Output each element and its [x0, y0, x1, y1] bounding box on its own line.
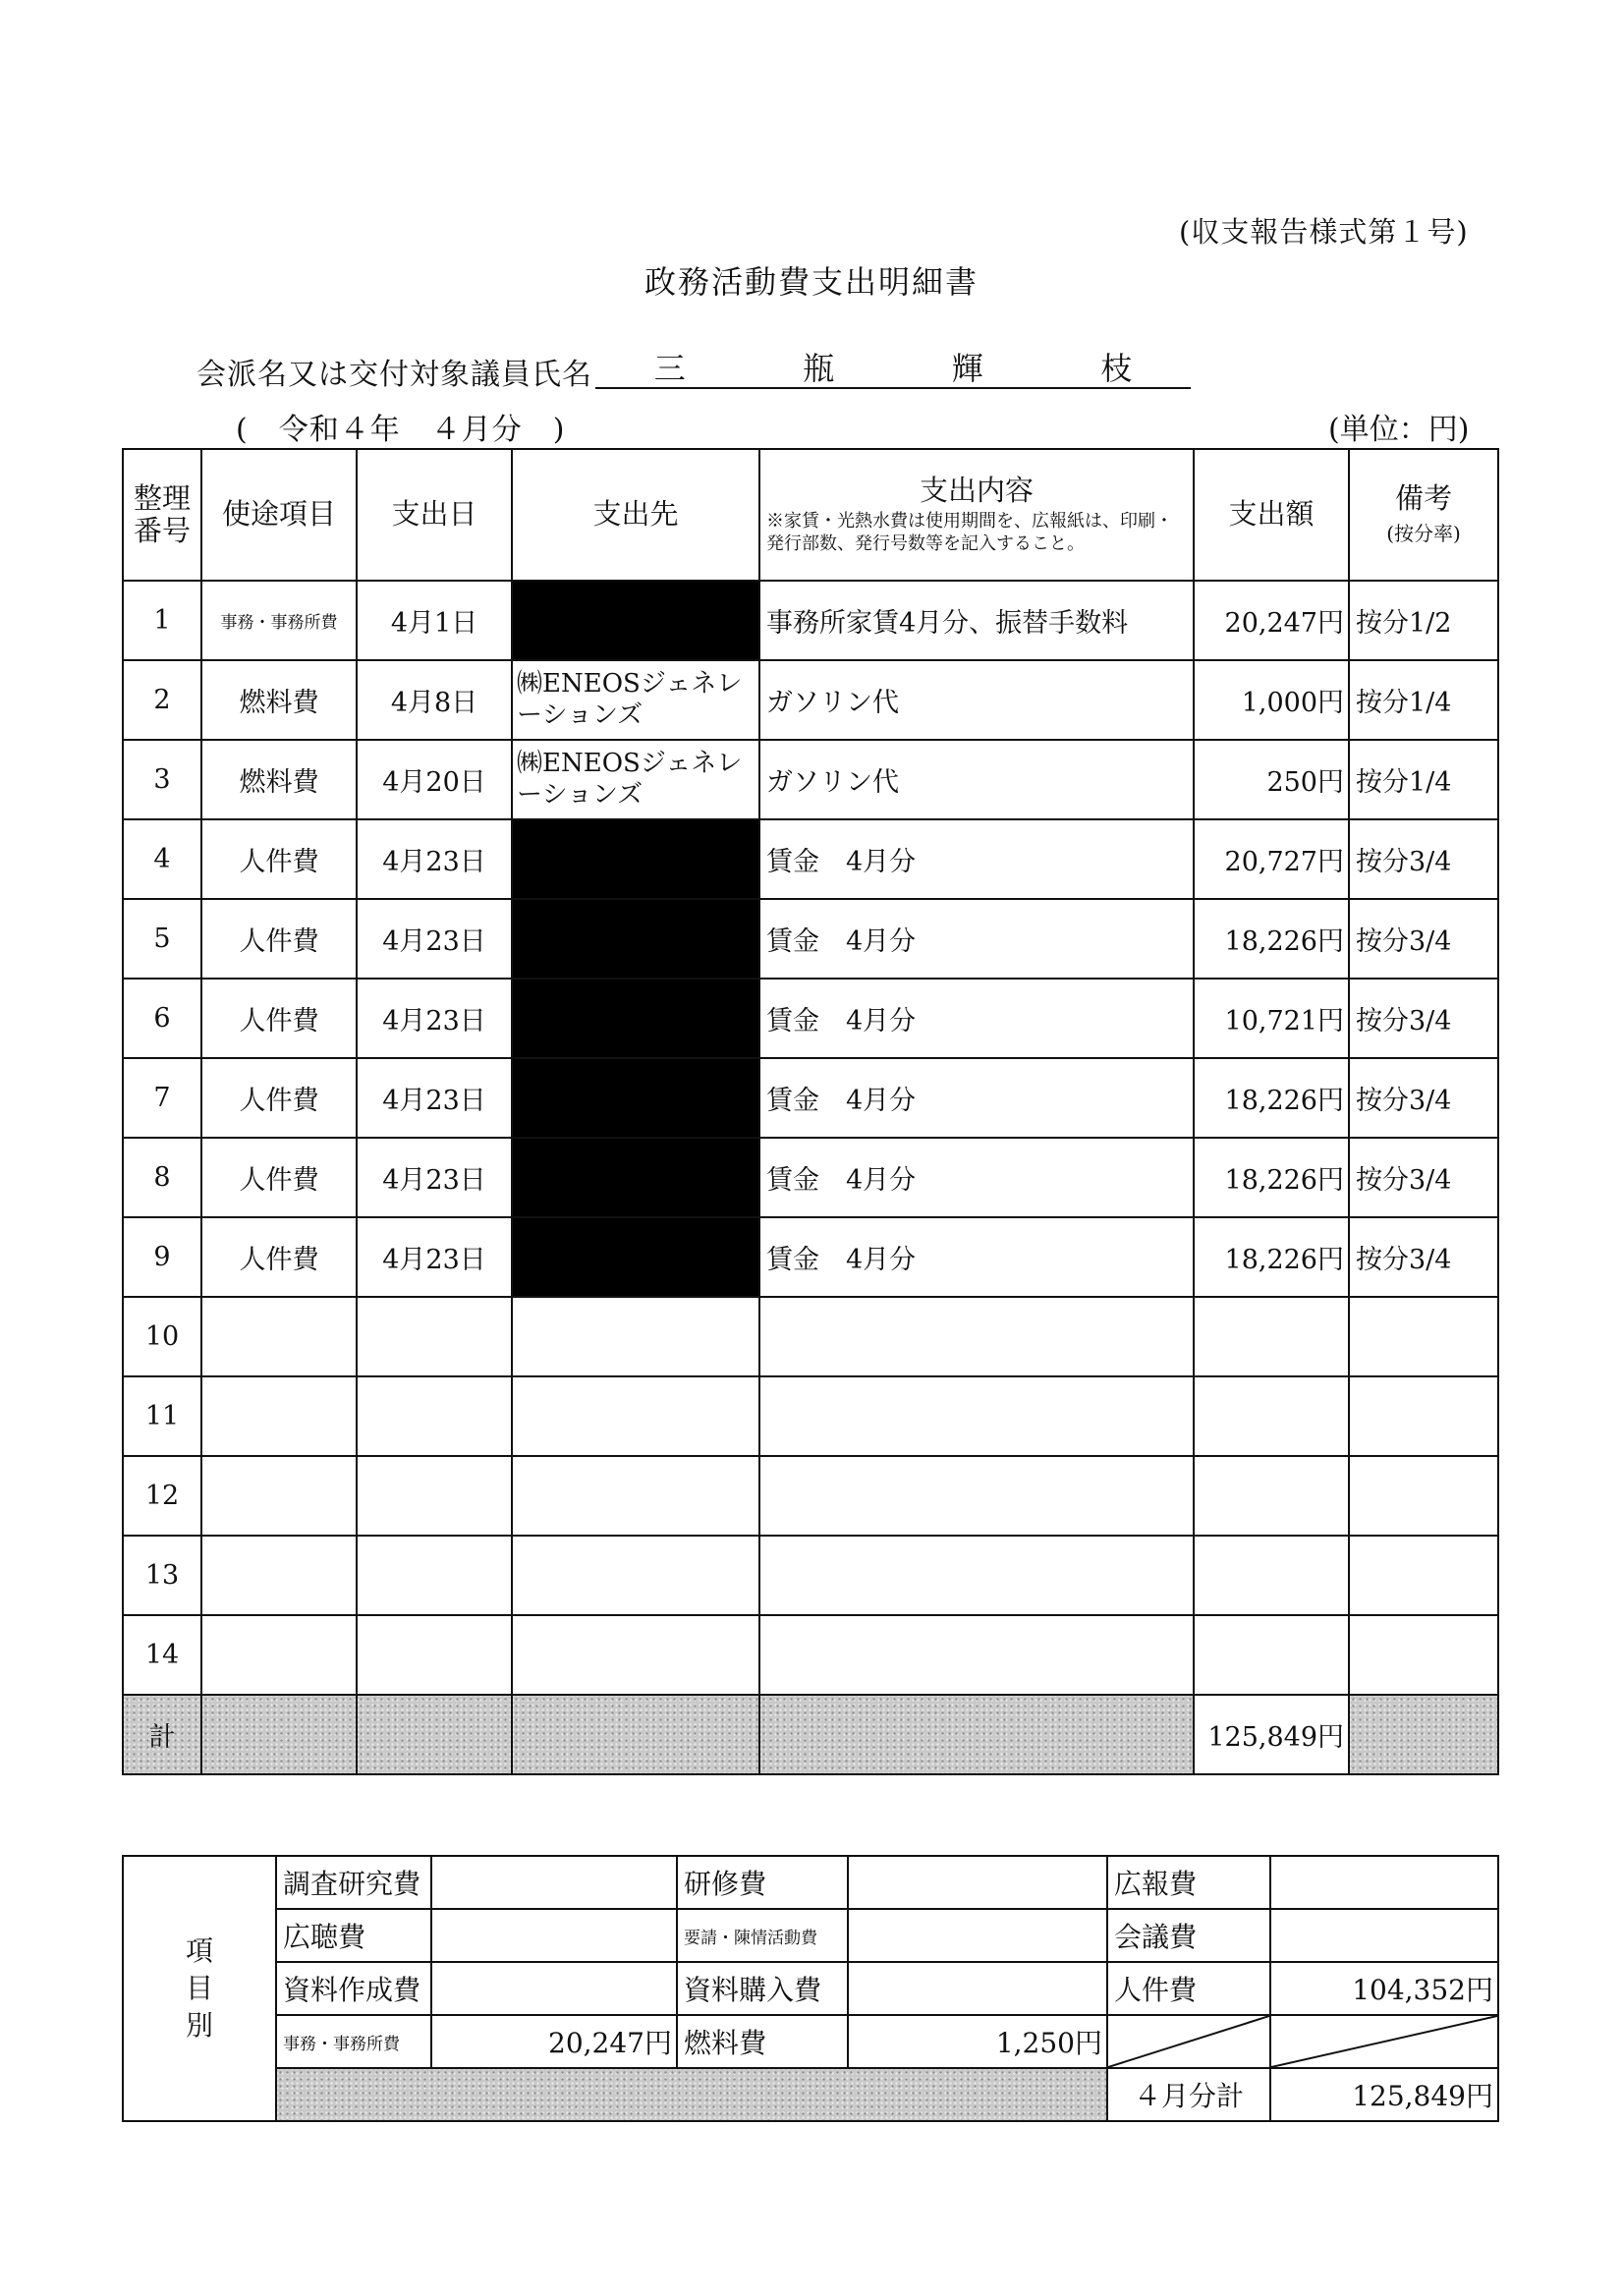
summary-category-label: 人件費	[1107, 1962, 1270, 2015]
header-remarks	[1349, 449, 1498, 581]
table-row	[123, 1058, 1498, 1138]
row-payee	[512, 1297, 759, 1376]
row-remarks: 按分3/4	[1349, 1217, 1498, 1297]
row-date	[357, 1376, 512, 1456]
table-row	[123, 660, 1498, 740]
row-payee	[512, 581, 759, 660]
row-amount: 250円	[1194, 740, 1349, 819]
total-amount: 125,849円	[1194, 1695, 1349, 1774]
row-remarks: 按分3/4	[1349, 979, 1498, 1058]
row-category	[201, 1536, 357, 1615]
row-date	[357, 1536, 512, 1615]
row-category: 人件費	[201, 819, 357, 899]
unit-label: (単位：円)	[1328, 413, 1470, 447]
header-content-note: ※家賃・光熱水費は使用期間を、広報紙は、印刷・発行部数、発行号数等を記入すること。	[766, 511, 1173, 554]
row-remarks: 按分1/4	[1349, 740, 1498, 819]
summary-diagonal-cell	[1270, 2015, 1498, 2068]
table-body	[123, 581, 1498, 1695]
summary-category-value	[431, 1962, 677, 2015]
summary-label-char: 項	[185, 1934, 213, 1968]
row-payee	[512, 1615, 759, 1695]
row-payee	[512, 1138, 759, 1217]
row-date: 4月23日	[357, 1138, 512, 1217]
row-date: 4月1日	[357, 581, 512, 660]
row-payee	[512, 1058, 759, 1138]
table-row	[123, 1615, 1498, 1695]
report-period: ( 令和４年 ４月分 )	[236, 413, 566, 447]
expense-table	[122, 448, 1499, 1775]
row-date: 4月23日	[357, 899, 512, 979]
row-no: 9	[123, 1217, 201, 1297]
table-row	[123, 740, 1498, 819]
row-amount: 18,226円	[1194, 899, 1349, 979]
total-shaded-cell	[201, 1695, 357, 1774]
summary-category-label: 広報費	[1107, 1856, 1270, 1909]
row-payee	[512, 819, 759, 899]
summary-label	[123, 1856, 276, 2121]
table-header-row	[123, 449, 1498, 581]
summary-category-label: 広聴費	[276, 1909, 431, 1962]
row-content	[759, 1536, 1194, 1615]
summary-category-label: 要請・陳情活動費	[677, 1909, 848, 1962]
summary-label-char: 別	[185, 2008, 213, 2042]
month-total-label: ４月分計	[1107, 2068, 1270, 2121]
row-amount	[1194, 1456, 1349, 1536]
row-payee	[512, 1536, 759, 1615]
row-payee: ㈱ENEOSジェネレーションズ	[512, 740, 759, 819]
row-remarks: 按分3/4	[1349, 819, 1498, 899]
table-row	[123, 1297, 1498, 1376]
summary-body	[123, 1856, 1498, 2121]
summary-category-label: 事務・事務所費	[276, 2015, 431, 2068]
row-content: 賃金 4月分	[759, 819, 1194, 899]
row-date: 4月23日	[357, 819, 512, 899]
row-no: 7	[123, 1058, 201, 1138]
row-amount	[1194, 1376, 1349, 1456]
summary-diagonal-cell	[1107, 2015, 1270, 2068]
header-content	[759, 449, 1194, 581]
row-content	[759, 1297, 1194, 1376]
category-summary-table	[122, 1855, 1499, 2122]
row-amount	[1194, 1615, 1349, 1695]
row-no: 13	[123, 1536, 201, 1615]
row-category: 人件費	[201, 1217, 357, 1297]
row-content: 賃金 4月分	[759, 1058, 1194, 1138]
row-amount: 1,000円	[1194, 660, 1349, 740]
row-amount: 20,247円	[1194, 581, 1349, 660]
header-no: 整理番号	[123, 449, 201, 581]
row-amount: 20,727円	[1194, 819, 1349, 899]
row-remarks: 按分1/4	[1349, 660, 1498, 740]
row-amount	[1194, 1536, 1349, 1615]
row-amount: 18,226円	[1194, 1058, 1349, 1138]
row-remarks	[1349, 1297, 1498, 1376]
table-row	[123, 1138, 1498, 1217]
row-amount: 10,721円	[1194, 979, 1349, 1058]
member-name-char: 輝	[951, 350, 983, 387]
total-shaded-cell	[357, 1695, 512, 1774]
summary-category-label: 会議費	[1107, 1909, 1270, 1962]
table-row	[123, 1536, 1498, 1615]
row-date	[357, 1297, 512, 1376]
row-date: 4月20日	[357, 740, 512, 819]
row-remarks	[1349, 1376, 1498, 1456]
row-amount: 18,226円	[1194, 1217, 1349, 1297]
header-category: 使途項目	[201, 449, 357, 581]
row-no: 8	[123, 1138, 201, 1217]
row-date: 4月23日	[357, 979, 512, 1058]
summary-category-label: 燃料費	[677, 2015, 848, 2068]
row-remarks: 按分3/4	[1349, 1138, 1498, 1217]
total-row	[123, 1695, 1498, 1774]
row-amount	[1194, 1297, 1349, 1376]
row-date	[357, 1615, 512, 1695]
row-content: 賃金 4月分	[759, 1217, 1194, 1297]
summary-category-value	[1270, 1856, 1498, 1909]
row-category	[201, 1456, 357, 1536]
summary-row	[123, 2015, 1498, 2068]
row-category: 燃料費	[201, 660, 357, 740]
summary-category-value	[431, 1856, 677, 1909]
total-shaded-cell	[512, 1695, 759, 1774]
table-row	[123, 581, 1498, 660]
summary-shaded-cell	[276, 2068, 1107, 2121]
row-amount: 18,226円	[1194, 1138, 1349, 1217]
table-row	[123, 1217, 1498, 1297]
row-category: 人件費	[201, 1138, 357, 1217]
summary-category-label: 資料作成費	[276, 1962, 431, 2015]
row-category	[201, 1615, 357, 1695]
summary-category-value	[431, 1909, 677, 1962]
table-row	[123, 899, 1498, 979]
row-content	[759, 1615, 1194, 1695]
row-remarks	[1349, 1456, 1498, 1536]
header-payee: 支出先	[512, 449, 759, 581]
table-row	[123, 819, 1498, 899]
row-no: 12	[123, 1456, 201, 1536]
member-name-char: 枝	[1100, 350, 1133, 387]
row-content	[759, 1376, 1194, 1456]
row-no: 6	[123, 979, 201, 1058]
row-no: 2	[123, 660, 201, 740]
header-remarks-label: 備考	[1394, 480, 1452, 515]
row-category: 燃料費	[201, 740, 357, 819]
summary-category-value	[848, 1856, 1107, 1909]
row-remarks: 按分3/4	[1349, 1058, 1498, 1138]
row-payee	[512, 1376, 759, 1456]
member-name-char: 瓶	[803, 350, 835, 387]
form-number: (収支報告様式第１号)	[1179, 215, 1469, 249]
row-category: 事務・事務所費	[201, 581, 357, 660]
summary-total-row	[123, 2068, 1498, 2121]
row-content: 事務所家賃4月分、振替手数料	[759, 581, 1194, 660]
member-name-char: 三	[653, 350, 686, 387]
summary-category-label: 調査研究費	[276, 1856, 431, 1909]
row-date: 4月8日	[357, 660, 512, 740]
row-content: 賃金 4月分	[759, 1138, 1194, 1217]
row-no: 11	[123, 1376, 201, 1456]
row-category	[201, 1297, 357, 1376]
summary-category-value: 1,250円	[848, 2015, 1107, 2068]
row-date: 4月23日	[357, 1058, 512, 1138]
row-no: 1	[123, 581, 201, 660]
total-shaded-cell	[759, 1695, 1194, 1774]
row-content: ガソリン代	[759, 740, 1194, 819]
row-remarks	[1349, 1615, 1498, 1695]
summary-row	[123, 1909, 1498, 1962]
row-content: ガソリン代	[759, 660, 1194, 740]
header-content-label: 支出内容	[919, 473, 1034, 507]
row-no: 14	[123, 1615, 201, 1695]
row-date	[357, 1456, 512, 1536]
summary-category-label: 研修費	[677, 1856, 848, 1909]
member-label: 会派名又は交付対象議員氏名	[196, 358, 592, 392]
row-category: 人件費	[201, 1058, 357, 1138]
summary-category-value	[848, 1962, 1107, 2015]
row-remarks	[1349, 1536, 1498, 1615]
summary-category-value: 20,247円	[431, 2015, 677, 2068]
table-row	[123, 1376, 1498, 1456]
page-title: 政務活動費支出明細書	[644, 263, 979, 301]
summary-category-value	[848, 1909, 1107, 1962]
row-no: 5	[123, 899, 201, 979]
summary-row	[123, 1962, 1498, 2015]
row-remarks: 按分3/4	[1349, 899, 1498, 979]
header-amount: 支出額	[1194, 449, 1349, 581]
total-label: 計	[123, 1695, 201, 1774]
row-category: 人件費	[201, 979, 357, 1058]
month-total-value: 125,849円	[1270, 2068, 1498, 2121]
summary-category-label: 資料購入費	[677, 1962, 848, 2015]
row-payee: ㈱ENEOSジェネレーションズ	[512, 660, 759, 740]
row-remarks: 按分1/2	[1349, 581, 1498, 660]
summary-label-char: 目	[185, 1972, 213, 2005]
header-remarks-sub: (按分率)	[1386, 522, 1461, 545]
row-no: 3	[123, 740, 201, 819]
header-date: 支出日	[357, 449, 512, 581]
row-payee	[512, 1456, 759, 1536]
member-name	[595, 346, 1191, 389]
row-payee	[512, 1217, 759, 1297]
row-content: 賃金 4月分	[759, 899, 1194, 979]
row-category	[201, 1376, 357, 1456]
row-no: 4	[123, 819, 201, 899]
table-row	[123, 979, 1498, 1058]
row-content	[759, 1456, 1194, 1536]
row-content: 賃金 4月分	[759, 979, 1194, 1058]
row-no: 10	[123, 1297, 201, 1376]
summary-category-value	[1270, 1909, 1498, 1962]
table-row	[123, 1456, 1498, 1536]
summary-row	[123, 1856, 1498, 1909]
total-shaded-cell	[1349, 1695, 1498, 1774]
summary-category-value: 104,352円	[1270, 1962, 1498, 2015]
row-date: 4月23日	[357, 1217, 512, 1297]
row-category: 人件費	[201, 899, 357, 979]
row-payee	[512, 899, 759, 979]
row-payee	[512, 979, 759, 1058]
